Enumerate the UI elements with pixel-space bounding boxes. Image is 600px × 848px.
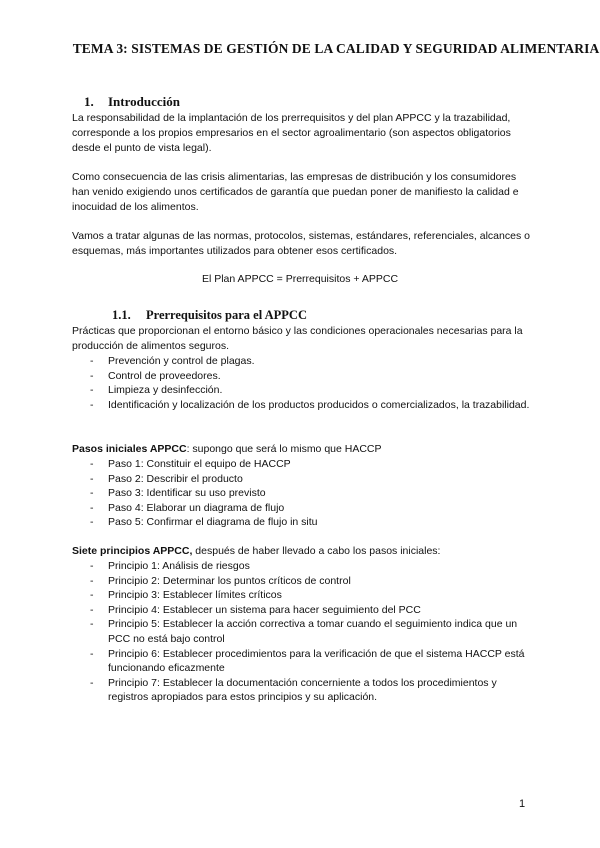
principios-heading-line (72, 544, 532, 559)
list-item: - Paso 3: Identificar su uso previsto (90, 486, 530, 501)
list-item: - Paso 4: Elaborar un diagrama de flujo (90, 501, 530, 516)
list-item: - Principio 7: Establecer la documentación concerniente a todos los procedimientos y registros apropiados para estos principios y su aplicación. (90, 676, 530, 705)
prerrequisitos-list (90, 354, 530, 412)
pasos-list (90, 457, 530, 530)
list-item: - Principio 2: Determinar los puntos críticos de control (90, 574, 530, 589)
list-item: - Principio 3: Establecer límites críticos (90, 588, 530, 603)
list-item: - Principio 4: Establecer un sistema para hacer seguimiento del PCC (90, 603, 530, 618)
subsection-number: 1.1. (112, 308, 131, 322)
intro-paragraph-2: Como consecuencia de las crisis alimentarias, las empresas de distribución y los consumidores han venido exigiendo unos certificados de garantía que puedan poner de manifiesto la calidad e inocuidad de los alimentos. (72, 171, 519, 213)
list-item: - Principio 5: Establecer la acción correctiva a tomar cuando el seguimiento indica que un PCC no está bajo control (90, 617, 530, 646)
pasos-lead: Pasos iniciales APPCC (72, 443, 187, 455)
section-number: 1. (84, 94, 94, 109)
list-item: - Paso 5: Confirmar el diagrama de flujo in situ (90, 515, 530, 530)
list-item: - Paso 2: Describir el producto (90, 472, 530, 487)
appcc-formula: El Plan APPCC = Prerrequisitos + APPCC (201, 273, 399, 285)
list-item: - Principio 6: Establecer procedimientos para la verificación de que el sistema HACCP está funcionando eficazmente (90, 647, 530, 676)
intro-paragraph-1: La responsabilidad de la implantación de los prerrequisitos y del plan APPCC y la trazabilidad, corresponde a los propios empresarios en el sector agroalimentario (son aspectos obligatorios desde el punto de vista legal). (72, 112, 511, 154)
section-heading-introduccion (84, 94, 180, 110)
page-number: 1 (519, 798, 526, 810)
subsection-heading-text: Prerrequisitos para el APPCC (146, 308, 307, 322)
principios-lead: Siete principios APPCC, (72, 545, 193, 557)
list-item: - Principio 1: Análisis de riesgos (90, 559, 530, 574)
document-title: TEMA 3: SISTEMAS DE GESTIÓN DE LA CALIDAD Y SEGURIDAD ALIMENTARIA (72, 41, 600, 56)
list-item: - Identificación y localización de los productos producidos o comercializados, la trazabilidad. (90, 398, 530, 413)
pasos-heading-line (72, 442, 532, 457)
section-heading-text: Introducción (108, 94, 180, 109)
list-item: - Limpieza y desinfección. (90, 383, 530, 398)
list-item: - Paso 1: Constituir el equipo de HACCP (90, 457, 530, 472)
principios-rest: después de haber llevado a cabo los pasos iniciales: (192, 545, 441, 557)
intro-paragraph-3: Vamos a tratar algunas de las normas, protocolos, sistemas, estándares, referenciales, alcances o esquemas, más importantes utilizados para obtener esos certificados. (72, 230, 530, 257)
prerrequisitos-intro: Prácticas que proporcionan el entorno básico y las condiciones operacionales necesarias para la producción de alimentos seguros. (72, 325, 523, 352)
principios-list (90, 559, 530, 705)
subsection-heading-prerrequisitos (112, 308, 307, 323)
pasos-rest: : supongo que será lo mismo que HACCP (186, 443, 382, 455)
list-item: - Prevención y control de plagas. (90, 354, 530, 369)
list-item: - Control de proveedores. (90, 369, 530, 384)
